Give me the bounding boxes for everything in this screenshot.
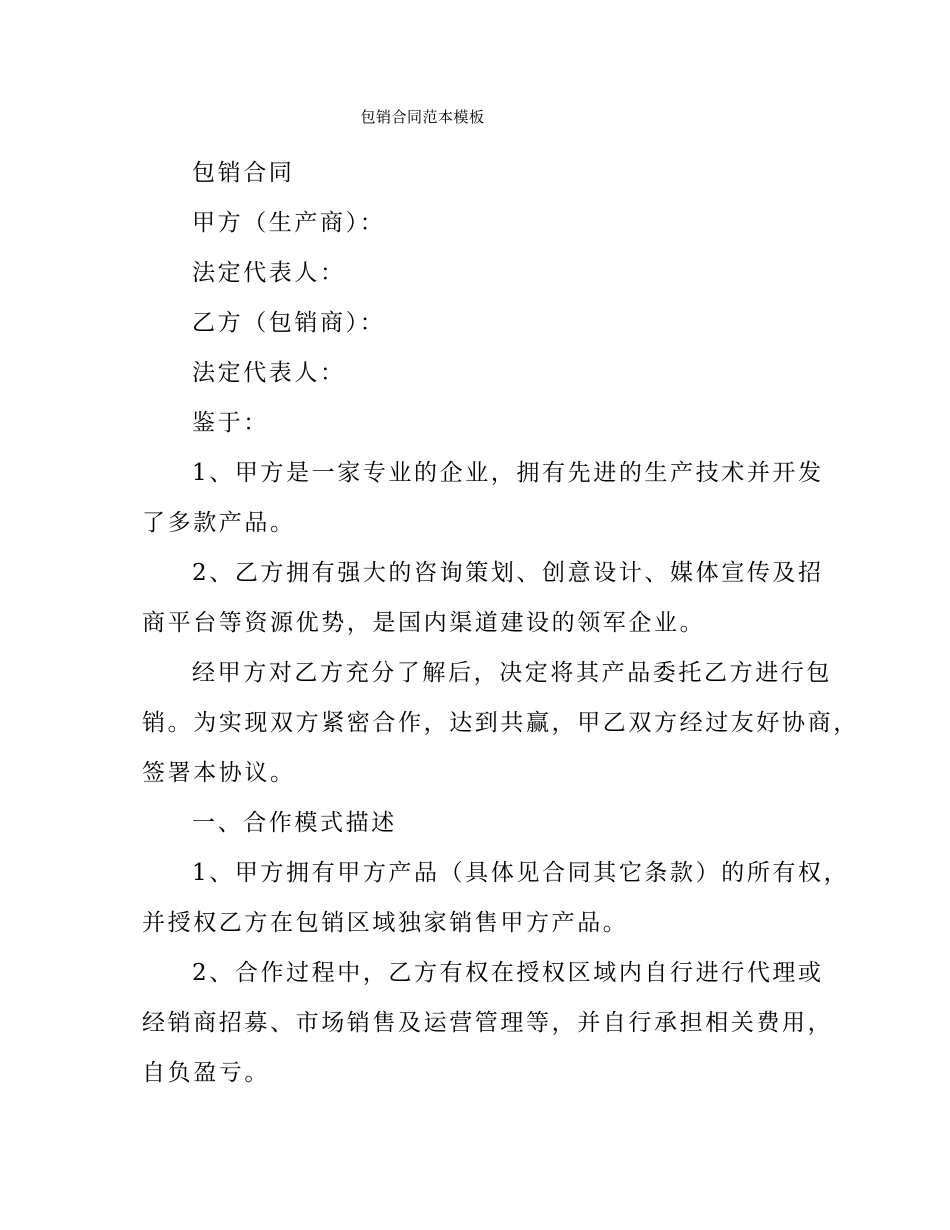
text-line: 1、甲方拥有甲方产品（具体见合同其它条款）的所有权， [192, 860, 850, 886]
text-line: 乙方（包销商）： [192, 310, 386, 336]
text-line: 经销商招募、市场销售及运营管理等，并自行承担相关费用， [142, 1010, 834, 1036]
section-heading-cooperation-model [142, 798, 818, 848]
paragraph-party-a [142, 198, 818, 248]
paragraph-clause-1 [142, 848, 850, 948]
paragraph-whereas-1 [142, 448, 824, 548]
text-line: 法定代表人： [192, 260, 346, 286]
text-line: 甲方（生产商）： [192, 210, 386, 236]
document-body [142, 148, 859, 1098]
paragraph-contract-title [142, 148, 818, 198]
text-line: 法定代表人： [192, 360, 346, 386]
text-line: 2、乙方拥有强大的咨询策划、创意设计、媒体宣传及招 [192, 560, 824, 586]
text-line: 2、合作过程中，乙方有权在授权区域内自行进行代理或 [192, 960, 824, 986]
paragraph-party-b [142, 298, 818, 348]
paragraph-whereas-2 [142, 548, 824, 648]
text-line: 自负盈亏。 [142, 1060, 270, 1086]
text-line: 并授权乙方在包销区域独家销售甲方产品。 [142, 910, 629, 936]
text-line: 签署本协议。 [142, 760, 296, 786]
text-line: 了多款产品。 [142, 510, 296, 536]
paragraph-clause-2 [142, 948, 834, 1098]
paragraph-party-b-representative [142, 348, 818, 398]
text-line: 一、合作模式描述 [192, 810, 397, 836]
text-line: 销。为实现双方紧密合作，达到共赢，甲乙双方经过友好协商， [142, 710, 859, 736]
paragraph-party-a-representative [142, 248, 818, 298]
document-header-title: 包销合同范本模板 [360, 108, 485, 126]
text-line: 鉴于： [192, 410, 269, 436]
paragraph-agreement-intro [142, 648, 859, 798]
text-line: 经甲方对乙方充分了解后，决定将其产品委托乙方进行包 [192, 660, 832, 686]
text-line: 1、甲方是一家专业的企业，拥有先进的生产技术并开发 [192, 460, 824, 486]
text-line: 商平台等资源优势，是国内渠道建设的领军企业。 [142, 610, 706, 636]
text-line: 包销合同 [192, 160, 295, 186]
paragraph-whereas [142, 398, 818, 448]
